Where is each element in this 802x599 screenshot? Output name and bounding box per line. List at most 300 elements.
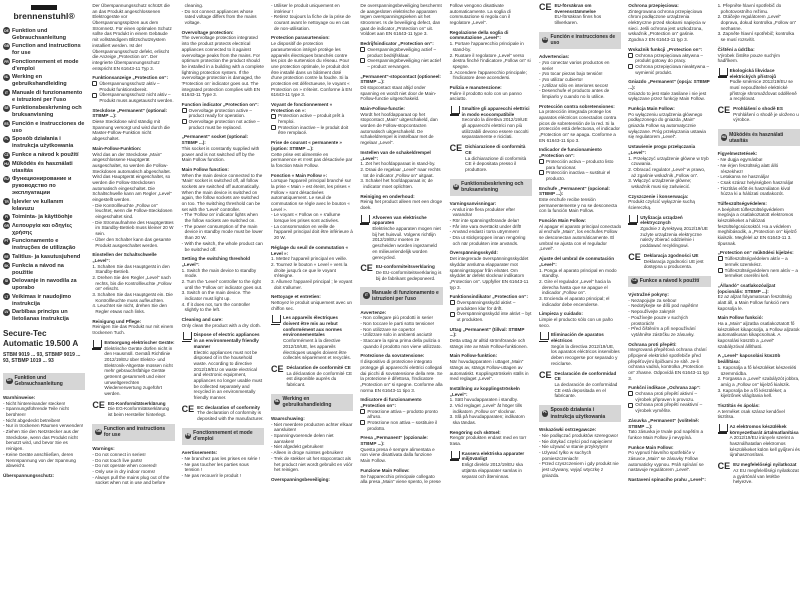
paragraph: A 2012/19/EU irányelv szerint a használhatatlan elektromos készülékeket külön kell gyűjteni és újrahasznosítani. [729,435,800,458]
list-item: 1. Schalten Sie das Hauptgerät in den Standby-Betrieb. [92,263,170,275]
language-item [3,223,85,237]
list-item: 2. Vrid reglaget „Level“ åt höger tills indikatorn „Follow on“ slocknar. [449,402,522,414]
indicator-light-icon [450,300,455,305]
block-heading: Setting the switching threshold „Level“: [181,256,251,267]
paragraph: Gniazdo to jest stale zasilane i nie jest wyłączane przez funkcję Main Follow. [628,90,707,102]
indicator-text: Protección inactiva – sustituir el producto. [545,170,611,181]
section-title: Működés és használati utasítás [729,131,784,144]
paragraph: La déclaration de conformité CE est disponible auprès du fabricant. [286,370,353,387]
section-header-nl [271,394,353,411]
block-heading: Varningsanvisningar: [449,200,497,206]
block-heading: Ochrona przepięciowa: [628,3,679,8]
language-code-badge: RU [4,177,9,182]
disposal-notice [718,424,800,458]
list-item: - Die Stromaufnahme des Hauptgerätes im Standby-Betrieb muss kleiner 20 W sein. [92,219,174,237]
block-heading: Regolazione della soglia di commutazione „Level“: [449,29,509,41]
list-item: 1. Portare l'apparecchio principale in stand-by. [449,41,524,52]
language-label: Manuale di funzionamento e istruzioni per l'uso [12,89,83,103]
language-item [3,161,85,175]
section-title: Funktion und Gebrauchsanleitung [14,375,63,388]
block-heading: Overspanningsbeveiliging: [270,476,330,482]
block-heading: Entsorgung elektrischer Geräte: [104,339,175,345]
language-code-badge: HU [4,161,9,166]
language-item [3,294,85,308]
block-heading: Tisztítás és ápolás: [717,402,760,408]
paragraph: Detta uttag är alltid strömförande och stängs inte av Main Follow-funktionen. [449,338,528,349]
language-item [3,278,85,292]
block-heading: Main-Follow-Funktion: [92,145,142,151]
indicator-row [360,420,442,431]
block-heading: Main Follow-funktion: [449,353,498,359]
block-heading: Ajuste del umbral de conmutación „Level“: [538,256,615,267]
paragraph: Tato zásuvka je trvale pod napětím a funkce Main Follow ji nevypíná. [628,429,704,440]
crossed-bin-icon [92,340,101,350]
list-item: 2. Gire el regulador „Level“ hacia la derecha hasta que se apague el indicador „Follow on“. [538,278,611,296]
section-header-cz [628,276,710,287]
list-item: - ¡Utilizar sólo en interiores secos! [538,82,609,88]
paragraph: Diese Steckdose wird ständig mit Spannung versorgt und wird durch die Master-Follow-Funktion nicht abgeschaltet. [92,119,170,142]
language-code-badge: ES [4,121,9,126]
paragraph: La dichiarazione di conformità CE è depositata presso il produttore. [465,155,527,172]
paragraph: Wird das an der Steckdose „Main“ angeschlossene Hauptgerät ausgeschaltet, so werden die Follow-Steckdosen automatisch abgeschaltet. Wird das Hauptgerät eingeschaltet, so werden die Follow-Steckdosen automatisch eingeschaltet. Die Schaltschwelle kann am Regler „Level“ eingestellt werden. [92,151,172,202]
paragraph: De overspanningsbeveiliging beschermt de aangesloten elektrische apparaten tegen overspanningspieken uit het stroomnet. Is de beveiliging defect, dan gaat de indicator „Protection on“ uit. Voldoet aan EN 61643-11 type 3. [360,3,442,37]
section-title: Function and instructions for use [103,426,166,439]
language-item [3,28,85,42]
language-code-badge: TR [4,199,9,204]
indicator-light-icon [182,108,187,113]
block-heading: Avvertenze: [360,309,387,315]
block-heading: Výstražné pokyny: [628,292,669,298]
block-heading: Nettoyage et entretien: [270,294,321,300]
list-item: 2. Ruotare il regolatore „Level“ verso destra finché l'indicatore „Follow on“ si spegne. [449,52,531,69]
list-item: 3. Schalten Sie das Hauptgerät ein. Die Kontrollleuchte muss aufleuchten. [92,292,173,303]
block-heading: Declaración de conformidad CE [554,370,617,382]
indicator-text: Overvoltage protection active – product ready for operation. [188,107,252,119]
language-label: Működés és használati utasítás [12,160,73,174]
indicator-light-icon [718,268,723,273]
ce-declaration [92,401,174,418]
block-heading: Bedrijfsindicator „Protection on“: [360,41,434,47]
language-item [3,176,85,197]
indicator-text: Ochrana proti přepětí neaktivní – výrobek vyměňte. [635,402,703,414]
paragraph: Según la directiva 2012/19/UE, los aparatos eléctricos inservibles deben recogerse por separado y reciclarse. [550,343,620,366]
section-title: Manuale di funzionamento e istruzioni per l'uso [371,289,439,302]
list-item: 2. Forgassa a „Level“ szabályzót jobbra, amíg a „Follow on“ kijelző kialszik. [717,376,800,387]
language-code-badge: LV [4,310,9,315]
indicator-row [628,53,710,64]
ce-declaration [360,264,442,281]
block-heading: Utylizacja urządzeń elektrycznych [640,214,683,226]
list-item: - Nie używać w stanie przykrytym! [538,444,609,450]
badge-text [197,405,264,422]
indicator-text: Überspannungsschutz nicht aktiv – Produkt muss ausgetauscht werden. [99,92,174,103]
block-heading: Advertencias: [538,54,570,60]
block-heading: Dispose of electric appliances in an environmentally friendly manner [193,332,260,349]
block-heading: Funkcja Main Follow: [628,106,675,111]
language-item [3,238,85,252]
language-code-badge: EE [4,254,9,259]
indicator-row [718,256,800,267]
list-item: 2. Otáčejte regulátorem „Level“ doprava, dokud kontrolka „Follow on“ nezhasne. [717,14,797,31]
block-heading: „Protection on“ működési kijelzés: [717,250,794,256]
section-header-fr [182,428,264,445]
block-heading: Cleaning and care: [181,317,223,323]
list-item: 1. Switch the main device to standby mode. [181,267,257,279]
language-code-badge: SE [4,106,9,111]
list-item: 1. Przełączyć urządzenie główne w tryb czuwania. [628,155,709,167]
block-heading: Dichiarazione di conformità CE [465,144,526,155]
badge-text [733,106,800,123]
language-label: Funktionsbeskrivning och bruksanvisning [12,105,82,119]
badge-text [372,215,442,261]
language-code-badge: SI [4,279,8,284]
list-item: - Používejte pouze v suchých prostorách! [628,314,689,326]
list-item: 3. Slå på huvudapparaten; indikatorn ska tändas. [449,414,525,425]
block-heading: Eliminación de aparatos eléctricos [550,332,604,344]
list-item: 2. Tournez le bouton « Level » vers la droite jusqu'à ce que le voyant s'éteigne. [270,261,348,279]
language-label: Λειτουργία και οδηγίες χρήσης [12,222,73,236]
paragraph: Le dispositif de protection parasurtension intégré protège les appareils électriques branchés contre les pics de surtension du réseau. Pour une protection optimale, le produit doit être installé dans un bâtiment doté d'une protection contre la foudre. Si la protection est défectueuse, le voyant « Protection on » s'éteint. Conforme à EN 61643-11 type 3. [270,41,352,98]
list-item: - Spanningvoerende delen niet aanraken! [270,433,334,444]
language-label: Funkcia a návod na použitie [12,262,64,276]
paragraph: Elektrische Geräte dürfen nicht in den Hausmüll. Gemäß Richtlinie 2012/19/EU über Elektro- und Elektronik-Altgeräte müssen nicht mehr gebrauchsfähige Geräte getrennt gesammelt und einer umweltgerechten Wiederverwertung zugeführt werden. [104,345,173,396]
block-heading: Ochrana proti přepětí: [628,341,677,347]
paragraph: A terméket csak száraz kendővel tisztítsa. [717,408,785,420]
ce-mark-icon: CE [538,369,552,380]
indicator-row [539,170,621,181]
block-heading: A „Level“ kapcsolási küszöb beállítása: [717,353,781,365]
block-heading: Main Follow funkció: [717,315,764,321]
list-item: - Do not operate when covered! [92,463,157,469]
block-heading: „Permanent“-stopcontact (optioneel: STBMP ...): [360,73,441,85]
list-item: - Trek de stekker uit het stopcontact als het product niet wordt gebruikt en vóór het reinigen. [270,455,353,473]
block-heading: Zásuvka „Permanent“ (volitelně: STBMP ...): [628,417,700,429]
list-item: - Csak száraz helyiségben használja! [717,179,794,185]
block-heading: Funktionsanzeige „Protection on“: [92,75,169,81]
section-header-es [539,32,621,49]
paragraph: Rengör produkten endast med en torr trasa. [449,435,527,447]
language-sections [3,3,800,486]
disposal-notice [628,215,710,249]
disposal-notice [718,68,800,102]
list-item: - Nepoužívejte zakryté! [628,309,676,315]
language-code-badge: GB [95,429,102,436]
indicator-light-icon [92,81,97,86]
ce-mark-icon: CE [92,399,105,410]
indicator-text: Overvoltage protection not active – product must be replaced. [188,119,260,130]
block-heading: Protección contra sobretensiones: [538,103,615,109]
list-item: - Ne branchez pas les prises en série ! [181,455,261,461]
language-label: Funkce a návod k použití [12,152,79,159]
list-item: - Utiliser le produit uniquement en intérieur ! [270,3,340,14]
paragraph: Ha a „Main“ aljzatba csatlakoztatott fő készüléket kikapcsolja, a Follow aljzatok automatikusan kikapcsolnak. A kapcsolási küszöb a „Level“ szabályzóval állítható. [717,321,800,349]
indicator-row [182,119,264,130]
list-item: - Przed czyszczeniem i gdy produkt nie jest używany, wyjąć wtyczkę z gniazda. [538,461,619,478]
list-item: - Anslut inte flera produkter efter varandra! [449,206,516,218]
list-item: - Über den Schalter kann das gesamte Produkt ausgeschaltet werden. [92,236,171,248]
language-item [3,59,85,73]
badge-text [551,332,621,366]
badge-text [730,424,800,458]
indicator-text: Överspänningsskydd aktivt – produkten klar för drift. [456,299,516,311]
section-title: Función e instrucciones de uso [550,34,616,47]
list-item: 3. Włączyć urządzenie główne; wskaźnik musi się zaświecić. [628,178,692,189]
language-code-badge: CZ [4,153,9,158]
indicator-light-icon [360,420,365,425]
indicator-light-icon [271,125,276,130]
language-code-badge: CZ [631,278,638,285]
section-header-de [3,373,85,390]
list-item: - Nie podłączać produktów szeregowo! [538,433,618,438]
list-item: - Desenchufe el producto antes de limpiarlo y cuando no lo utilice. [538,88,610,99]
list-item: 2. Obracać regulator „Level“ w prawo, aż zgaśnie wskaźnik „Follow on“. [628,166,706,178]
list-item: - Do not connect appliances whose rated voltage differs from the mains voltage. [181,8,257,26]
indicator-row [718,268,800,279]
block-heading: EU-conformiteitsverklaring [375,264,435,270]
indicator-light-icon [92,93,97,98]
block-heading: EC declaration of conformity [197,404,260,410]
paragraph: The declaration of conformity is deposited with the manufacturer. [197,410,264,422]
section-header-pl [539,405,621,422]
ce-declaration [539,371,621,399]
list-item: - Nie dotykać części pod napięciem! [538,438,613,444]
paragraph: Elektrische apparaten mogen niet bij het huisvuil. Volgens richtlijn 2012/19/EU moeten ze gescheiden worden ingezameld en milieuvriendelijk worden gerecycled. [372,226,441,260]
list-item: 1. Ponga el aparato principal en modo standby. [538,267,617,279]
indicator-text: Protezione non attiva – sostituire il prodotto. [367,420,438,431]
section-header-gb [92,424,174,441]
section-title: Sposób działania i instrukcja użytkowania [550,407,606,420]
indicator-light-icon [628,391,633,396]
block-heading: Fonction « Main Follow »: [270,172,328,178]
badge-text [733,462,800,485]
indicator-row [450,311,532,322]
indicator-row [360,58,442,69]
list-item: - Keine Geräte anschließen, deren Nennspannung von der Spannung abweicht. [3,451,76,469]
list-item: - Only use in dry indoor rooms! [92,468,156,474]
list-item: 3. Kapcsolja be a fő készüléket; a kijelzőnek világítania kell. [717,387,787,399]
list-item: - The 'Follow on' indicator lights when the follow sockets are switched on. [181,212,258,224]
language-item [3,74,85,88]
language-code-badge: PL [542,410,549,417]
paragraph: A beépített túlfeszültségvédelem megóvja a csatlakoztatott elektromos készülékeket a hálózati feszültségcsúcsoktól. Ha a védelem meghibásodik, a „Protection on“ kijelző kialszik. Megfelel az EN 61643-11 3. típusnak. [717,206,797,246]
block-heading: Protezione da sovratensione: [360,353,425,359]
language-label: Delovanje in navodila za uporabo [12,278,77,292]
block-heading: Les appareils électriques doivent être mis au rebut conformément aux normes environnementales [282,315,342,338]
badge-text [640,215,710,249]
paragraph: La protección integrada protege los aparatos eléctricos conectados contra picos de sobretensión de la red. Si la protección está defectuosa, el indicador „Protection on“ se apaga. Conforme a EN 61643-11 tipo 3. [538,109,620,143]
list-item: - With the switch, the whole product can be switched off. [181,240,263,252]
language-code-badge: DE [4,28,9,33]
indicator-light-icon [628,403,633,408]
paragraph: Podle směrnice 2012/19/EU se musí nepoužitelné elektrické přístroje shromažďovat odděleně a recyklovat. [729,79,797,102]
list-item: 1. Mettez l'appareil principal en veille. [270,256,348,262]
block-heading: Funktionsindikator „Protection on“: [449,294,528,300]
indicator-text: Überspannungsschutz aktiv – Produkt funktionsbereit. [99,80,160,92]
disposal-notice [450,451,532,479]
indicator-row [450,300,532,311]
language-code-badge: DE [6,378,13,385]
list-item: - Always pull the mains plug out of the socket when not in use and before cleaning. [92,3,204,486]
language-code-badge: NL [274,399,281,406]
indicator-row [539,159,621,170]
ce-declaration [718,462,800,485]
badge-text [730,68,800,102]
block-heading: Nastavení spínacího prahu „Level“: [628,477,706,482]
list-item: 3. Switch on the main device. The indicator must light up. [181,290,251,301]
language-code-badge: ES [542,37,549,44]
block-heading: Overvoltage protection: [181,29,234,35]
ce-declaration [628,253,710,270]
indicator-row [628,64,710,75]
list-item: - Letakarva ne használja! [717,174,769,180]
indicator-light-icon [450,312,455,317]
language-item [3,136,85,150]
block-heading: Funzione Main Follow: [360,467,410,473]
language-item [3,90,85,104]
list-item: - The power consumption of the main device in standby mode must be lower than 20 W. [181,223,263,241]
indicator-light-icon [628,64,633,69]
list-item: 1. Sätt huvudapparaten i standby. [449,397,518,403]
product-title: Secure-Tec Automatic 19.500 A [3,329,79,349]
block-heading: Réglage du seuil de commutation « Level »: [270,244,349,256]
indicator-text: Túlfeszültségvédelem nem aktív – a terméket cserélni kell. [724,267,798,279]
list-item: 3. Allumez l'appareil principal ; le voyant doit s'allumer. [270,278,353,290]
list-item: 3. Schakel het hoofdapparaat in; de indicator moet oplichten. [360,178,433,189]
block-heading: Czyszczenie i konserwacja: [628,193,689,199]
language-label: Toiminta- ja käyttöohje [12,214,73,221]
paragraph: Produkt czyścić wyłącznie suchą ściereczką. [628,199,695,210]
ce-mark-icon: CE [449,143,463,154]
paragraph: Questa presa è sempre alimentata e non viene disattivata dalla funzione Main Follow. [360,446,435,464]
list-item: - La consommation en veille de l'appareil principal doit être inférieure à 20 W. [270,223,353,241]
list-item: - Ne pas toucher les parties sous tension ! [181,461,249,473]
paragraph: Det integrerade överspänningsskyddet skyddar anslutna elapparater mot spänningstoppar från elnätet. Om skyddet är defekt slocknar indikatorn „Protection on“. Uppfyller EN 61643-11 typ 3. [449,256,529,290]
block-heading: „Állandó“ csatlakozóaljzat (opcionális: STBMP ...): [717,282,776,294]
list-item: - Nezapojujte za sebou! [628,297,677,303]
block-heading: Warnhinweise: [3,394,36,400]
crossed-bin-icon [718,68,727,78]
block-heading: Afvoeren van elektrische apparaten [372,214,427,226]
ce-mark-icon: CE [360,263,373,274]
paragraph: Výrobek čistěte pouze suchým hadříkem. [717,52,780,64]
badge-text [194,332,264,400]
paragraph: EU-försäkran finns hos tillverkaren. [554,14,602,26]
list-item: 2. Turn the 'Level' controller to the right until the 'Follow on' indicator goes out. [181,278,263,290]
indicator-light-icon [539,159,544,164]
ce-declaration [450,144,532,172]
block-heading: Inställning av kopplingströskeln „Level“: [449,385,520,397]
block-heading: Rengöring och skötsel: [449,429,501,435]
list-item: - Använd endast i torra utrymmen! [449,229,519,235]
ce-mark-icon: CE [270,363,284,374]
paragraph: Pulire il prodotto solo con un panno asciutto. [449,90,522,102]
indicator-light-icon [718,256,723,261]
list-item: - Alleen in droge ruimtes gebruiken! [270,450,344,456]
indicator-light-icon [360,58,365,63]
indicator-row [628,402,710,413]
crossed-bin-icon [271,315,280,325]
paragraph: Limpie el producto sólo con un paño seco. [538,317,613,328]
brand-name: brennenstuhl® [13,11,75,21]
paragraph: Die EG-Konformitätserklärung ist beim Hersteller hinterlegt. [107,406,170,418]
paragraph: Ez az aljzat folyamatosan feszültség alatt áll, a Main Follow funkció nem kapcsolja le. [717,294,792,311]
list-item: - Nedotýkejte se dílů pod napětím! [628,303,699,309]
block-heading: Smaltire gli apparecchi elettrici in modo ecocompatibile [461,106,530,117]
crossed-bin-icon [182,332,191,342]
language-label: Функционирование и руководство по эксплуатации [12,176,72,197]
language-code-badge: NL [4,75,9,80]
paragraph: Enligt direktiv 2012/19/EU ska uttjänta elapparater samlas in separat och återvinnas. [461,462,523,479]
indicator-text: Protection active – produit prêt à l'emploi. [277,113,345,125]
language-label: Function and instructions for use [12,43,81,57]
language-list [3,28,85,324]
list-item: - Die Kontrollleuchte „Follow on“ leuchtet, wenn die Follow-Steckdosen eingeschaltet sind. [92,202,173,220]
badge-text [104,340,174,397]
language-code-badge: SK [4,263,9,268]
block-heading: Figyelmeztetések: [717,151,758,157]
indicator-text: Túlfeszültségvédelem aktív – a termék üzemkész. [724,256,788,267]
language-label: Funktion und Gebrauchsanleitung [12,27,67,41]
indicator-text: Ochrana proti přepětí aktivní – výrobek připraven k provozu. [635,391,698,402]
list-item: - Non collegare più prodotti in serie! [360,315,433,321]
block-heading: Voyant de fonctionnement « Protection on »: [270,102,333,113]
list-item: - Ne pas recouvrir le produit ! [181,472,241,478]
language-code-badge: IT [363,292,370,299]
list-item: - Niet meerdere producten achter elkaar aansluiten! [270,421,353,433]
language-item [3,105,85,119]
indicator-text: Ochrona przepięciowa aktywna – produkt gotowy do pracy. [635,52,703,64]
language-code-badge: GR [4,223,9,228]
indicator-light-icon [182,119,187,124]
indicator-row [360,47,442,58]
list-item: 3. Encienda el aparato principal; el indicador debe encenderse. [538,295,610,307]
indicator-row [628,391,710,402]
list-item: 3. Accendere l'apparecchio principale; l'indicatore deve accendersi. [449,69,527,81]
language-label: Talitlus- ja kasutusjuhend [12,253,81,260]
language-item [3,309,85,323]
block-heading: Wskaźnik funkcji „Protection on“: [628,46,703,52]
ce-declaration [271,365,353,388]
indicator-text: Protección activa – producto listo para funcionar. [545,158,614,170]
paragraph: Cette prise est alimentée en permanence et n'est pas désactivée par la fonction Main Follow. [270,151,353,168]
paragraph: This socket is constantly supplied with power and is not switched off by the Main Follow function. [181,145,260,163]
list-item: - Spannungsführende Teile nicht berühren! [3,406,69,417]
language-code-badge: PT [4,239,9,244]
list-item: - Retirez toujours la fiche de la prise de courant avant le nettoyage ou en cas de non-utilisation. [270,14,351,31]
badge-text [554,371,621,399]
brand-logo [3,5,85,22]
block-heading: Función Main Follow: [538,218,586,223]
paragraph: When the main device connected to the 'Main' socket is switched off, all follow sockets are switched off automatically. When the main device is switched on again, the follow sockets are switched on too. The switching threshold can be set with the 'Level' controller. [181,172,263,212]
list-item: - Używać tylko w suchych pomieszczeniach! [538,450,592,461]
block-heading: Waarschuwing: [270,416,305,421]
paragraph: La declaración de conformidad CE está depositada en el fabricante. [554,381,618,399]
block-heading: „Permanent“ socket (optional: STBMP ...): [181,134,249,146]
indicator-row [271,113,353,124]
paragraph: Reinig het product alleen met een droge doek. [360,199,443,210]
list-item: - Niet afgedekt gebruiken! [270,444,324,450]
badge-text [462,106,532,140]
paragraph: Po wyłączeniu urządzenia głównego podłączonego do gniazda „Main“ gniazda Follow są automatycznie wyłączane. Próg przełączania ustawia się regulatorem „Level“. [628,111,706,140]
model-numbers: STBM 9019 ... 93, STBMP 9019 ... 93, STBMP 1019 ... 93 [3,351,81,365]
paragraph: De EU-conformiteitsverklaring is bij de fabrikant gedeponeerd. [375,269,442,281]
crossed-bin-icon [360,215,369,225]
list-item: - Do not connect in series! [92,451,146,457]
ce-declaration [539,3,621,26]
block-heading: Presa „Permanent“ (opzionale: STBMP ...): [360,435,428,447]
block-heading: Reiniging en onderhoud: [360,193,415,199]
language-code-badge: HU [721,134,728,141]
